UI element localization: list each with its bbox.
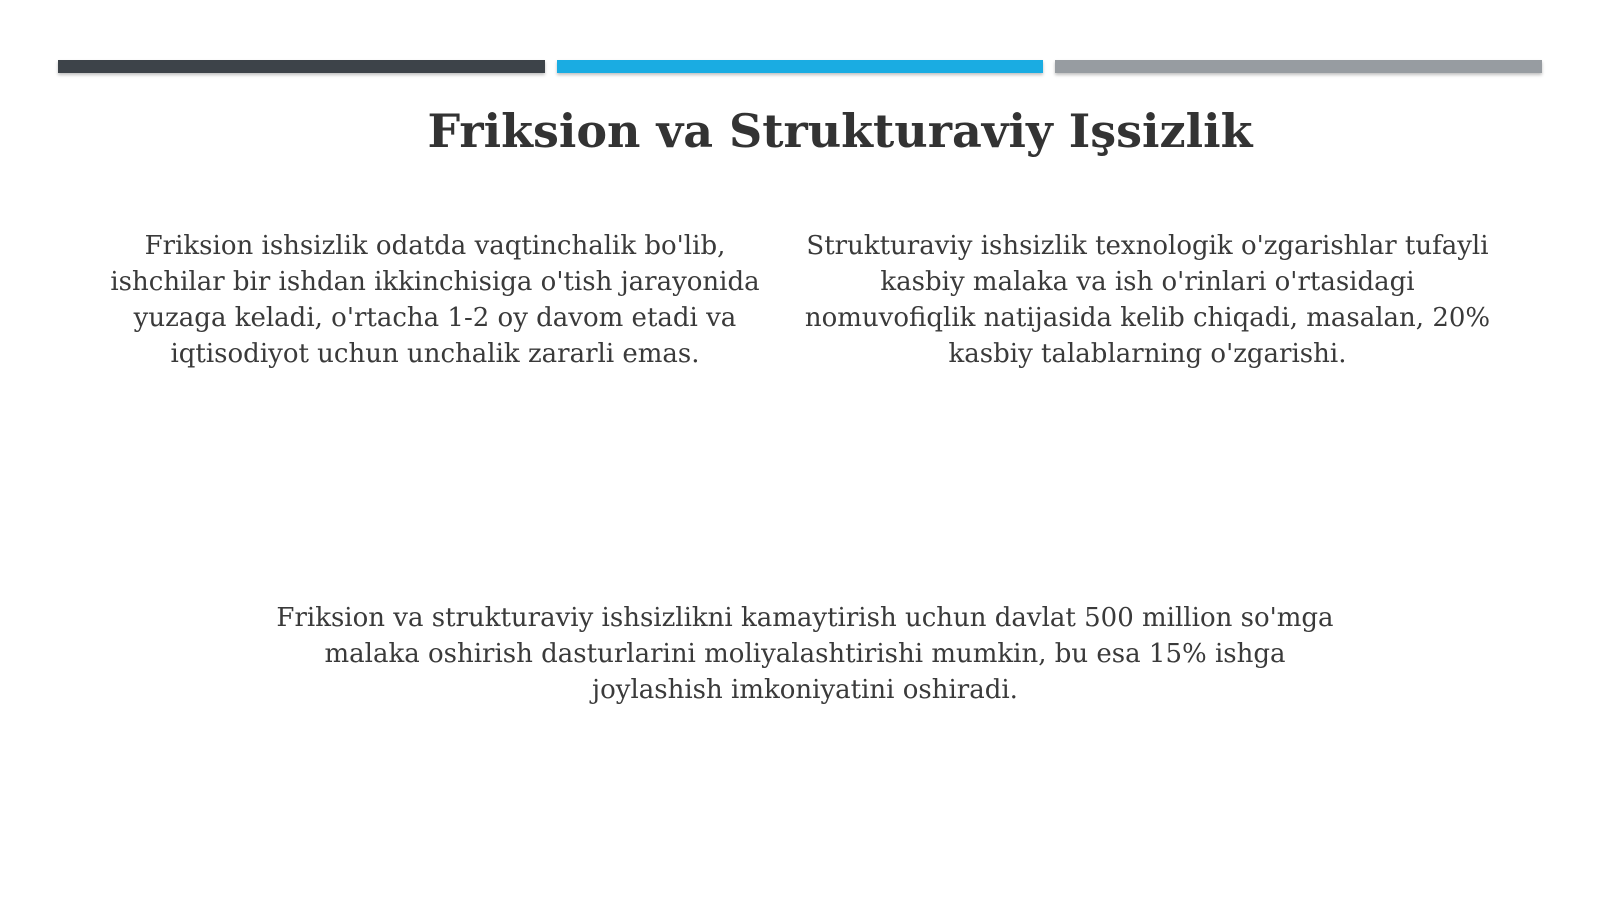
accent-bar-blue bbox=[557, 60, 1043, 73]
accent-bar-gray bbox=[1055, 60, 1542, 73]
slide-title: Friksion va Strukturaviy Işsizlik bbox=[427, 104, 1253, 158]
left-paragraph: Friksion ishsizlik odatda vaqtinchalik bo'lib, ishchilar bir ishdan ikkinchisiga o'tish jarayonida yuzaga keladi, o'rtacha 1-2 oy davom etadi va iqtisodiyot uchun unchalik zararli emas. bbox=[110, 231, 760, 369]
right-paragraph: Strukturaviy ishsizlik texnologik o'zgarishlar tufayli kasbiy malaka va ish o'rinlari o'rtasidagi nomuvofiqlik natijasida kelib chiqadi, masalan, 20% kasbiy talablarning o'zgarishi. bbox=[804, 231, 1491, 369]
accent-bar-dark bbox=[58, 60, 545, 73]
bottom-paragraph: Friksion va strukturaviy ishsizlikni kamaytirish uchun davlat 500 million so'mga malaka oshirish dasturlarini moliyalashtirishi mumkin, bu esa 15% ishga joylashish imkoniyatini oshiradi. bbox=[276, 603, 1334, 705]
